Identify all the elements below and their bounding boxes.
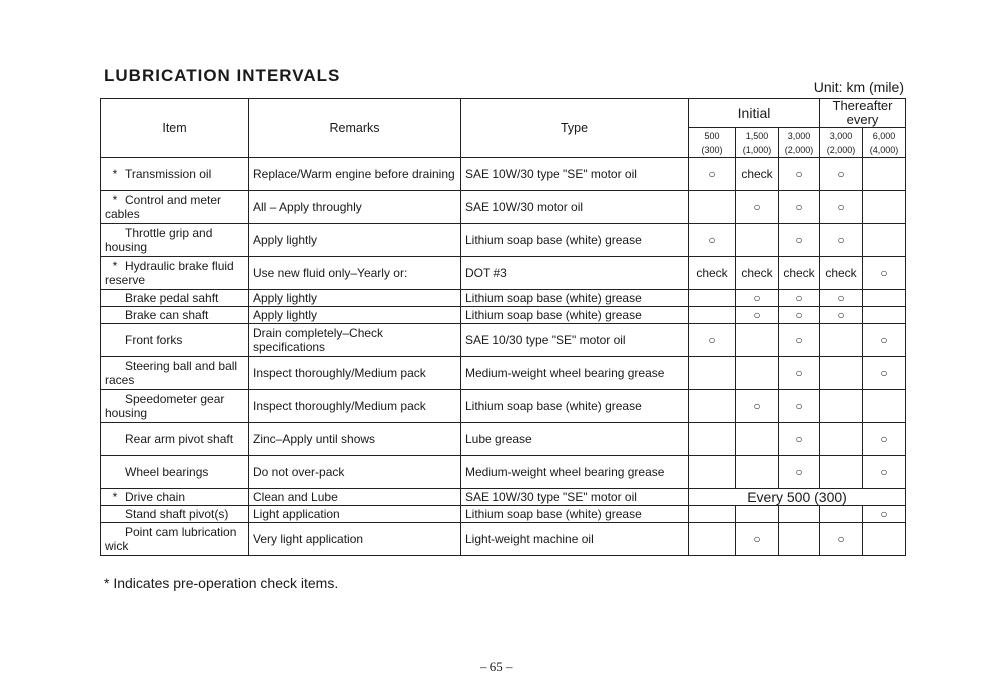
table-row (101, 290, 906, 307)
item-label: Wheel bearings (125, 465, 209, 479)
type-cell: SAE 10W/30 type "SE" motor oil (461, 489, 689, 506)
remarks-cell: Do not over-pack (249, 456, 461, 489)
interval-mark-cell: ○ (779, 224, 820, 257)
header-remarks: Remarks (249, 99, 461, 158)
header-interval: 3,000 (2,000) (779, 128, 820, 158)
item-cell (101, 324, 249, 357)
interval-mark-cell (736, 224, 779, 257)
remarks-cell: Apply lightly (249, 307, 461, 324)
interval-mark-cell (779, 523, 820, 556)
page-title: LUBRICATION INTERVALS (104, 66, 341, 85)
header-interval: 6,000 (4,000) (863, 128, 906, 158)
type-cell: Lithium soap base (white) grease (461, 390, 689, 423)
item-label: Hydraulic brake fluid reserve (105, 259, 234, 287)
interval-mark-cell (863, 307, 906, 324)
interval-mark-cell: ○ (779, 290, 820, 307)
interval-mark-cell: ○ (779, 158, 820, 191)
table-row (101, 489, 906, 506)
remarks-cell: Inspect thoroughly/Medium pack (249, 390, 461, 423)
remarks-cell: Apply lightly (249, 290, 461, 307)
type-cell: Lithium soap base (white) grease (461, 290, 689, 307)
remarks-cell: Clean and Lube (249, 489, 461, 506)
table-row (101, 390, 906, 423)
interval-mark-cell: ○ (736, 191, 779, 224)
interval-mark-cell: ○ (820, 158, 863, 191)
check-star-marker: * (112, 167, 118, 181)
table-row (101, 523, 906, 556)
type-cell: DOT #3 (461, 257, 689, 290)
item-cell (101, 224, 249, 257)
interval-mark-cell (689, 456, 736, 489)
type-cell: SAE 10/30 type "SE" motor oil (461, 324, 689, 357)
interval-mark-cell (863, 191, 906, 224)
interval-mark-cell (689, 307, 736, 324)
table-row (101, 357, 906, 390)
interval-mark-cell: ○ (863, 257, 906, 290)
table-body (101, 158, 906, 556)
item-label: Steering ball and ball races (105, 359, 238, 387)
remarks-cell: Very light application (249, 523, 461, 556)
item-label: Point cam lubrication wick (105, 525, 237, 553)
interval-mark-cell (736, 357, 779, 390)
item-label: Control and meter cables (105, 193, 222, 221)
header-interval: 3,000 (2,000) (820, 128, 863, 158)
interval-mark-cell (863, 158, 906, 191)
remarks-cell: Replace/Warm engine before draining (249, 158, 461, 191)
type-cell: Medium-weight wheel bearing grease (461, 357, 689, 390)
check-star-marker: * (112, 490, 118, 504)
table-row (101, 456, 906, 489)
interval-mark-cell (820, 324, 863, 357)
interval-mark-cell: ○ (863, 357, 906, 390)
item-label: Brake pedal sahft (125, 291, 219, 305)
interval-mark-cell: ○ (820, 224, 863, 257)
interval-mark-cell: ○ (736, 523, 779, 556)
item-cell (101, 357, 249, 390)
interval-mark-cell: check (779, 257, 820, 290)
interval-mark-cell: ○ (863, 324, 906, 357)
interval-mark-cell: ○ (820, 523, 863, 556)
interval-mark-cell (689, 191, 736, 224)
interval-mark-cell: ○ (863, 423, 906, 456)
interval-mark-cell: check (820, 257, 863, 290)
interval-mark-cell: ○ (863, 456, 906, 489)
item-cell (101, 290, 249, 307)
table-row (101, 506, 906, 523)
interval-mark-cell (689, 506, 736, 523)
table-row (101, 324, 906, 357)
interval-mark-cell: ○ (863, 506, 906, 523)
interval-mark-cell (736, 456, 779, 489)
item-cell (101, 523, 249, 556)
interval-mark-cell: check (736, 257, 779, 290)
item-label: Brake can shaft (125, 308, 209, 322)
table-row (101, 307, 906, 324)
item-cell (101, 506, 249, 523)
item-cell (101, 307, 249, 324)
item-cell (101, 191, 249, 224)
interval-mark-cell: ○ (779, 423, 820, 456)
header-item: Item (101, 99, 249, 158)
interval-mark-cell: check (736, 158, 779, 191)
item-cell (101, 489, 249, 506)
interval-mark-cell: ○ (736, 390, 779, 423)
remarks-cell: Apply lightly (249, 224, 461, 257)
item-cell (101, 423, 249, 456)
item-label: Drive chain (125, 490, 186, 504)
interval-mark-cell (820, 456, 863, 489)
item-label: Speedometer gear housing (105, 392, 225, 420)
type-cell: Light-weight machine oil (461, 523, 689, 556)
item-cell (101, 456, 249, 489)
interval-mark-cell: ○ (736, 290, 779, 307)
table-row (101, 158, 906, 191)
interval-mark-cell (779, 506, 820, 523)
item-label: Transmission oil (125, 167, 212, 181)
interval-mark-cell: ○ (820, 307, 863, 324)
item-label: Front forks (125, 333, 183, 347)
remarks-cell: Drain completely–Check specifications (249, 324, 461, 357)
interval-mark-cell: ○ (736, 307, 779, 324)
type-cell: SAE 10W/30 type "SE" motor oil (461, 158, 689, 191)
remarks-cell: Use new fluid only–Yearly or: (249, 257, 461, 290)
table-row (101, 224, 906, 257)
item-label: Stand shaft pivot(s) (125, 507, 229, 521)
unit-label: Unit: km (mile) (813, 79, 904, 95)
type-cell: Medium-weight wheel bearing grease (461, 456, 689, 489)
remarks-cell: Inspect thoroughly/Medium pack (249, 357, 461, 390)
header-type: Type (461, 99, 689, 158)
interval-mark-cell: check (689, 257, 736, 290)
type-cell: Lube grease (461, 423, 689, 456)
interval-mark-cell: ○ (689, 324, 736, 357)
item-label: Throttle grip and housing (105, 226, 213, 254)
interval-mark-cell (689, 290, 736, 307)
table-row (101, 257, 906, 290)
interval-mark-cell (689, 357, 736, 390)
interval-mark-cell (863, 390, 906, 423)
interval-mark-cell (736, 324, 779, 357)
lubrication-table (100, 98, 906, 556)
interval-mark-cell (689, 423, 736, 456)
interval-mark-cell: ○ (820, 290, 863, 307)
interval-mark-cell (863, 224, 906, 257)
every-interval-cell: Every 500 (300) (689, 489, 906, 506)
remarks-cell: Zinc–Apply until shows (249, 423, 461, 456)
header-initial: Initial (689, 99, 820, 128)
interval-mark-cell: ○ (779, 357, 820, 390)
interval-mark-cell (736, 423, 779, 456)
interval-mark-cell: ○ (689, 224, 736, 257)
interval-mark-cell: ○ (779, 191, 820, 224)
interval-mark-cell (820, 423, 863, 456)
type-cell: SAE 10W/30 motor oil (461, 191, 689, 224)
item-cell (101, 390, 249, 423)
footnote: * Indicates pre-operation check items. (104, 575, 339, 591)
item-label: Rear arm pivot shaft (125, 432, 234, 446)
interval-mark-cell (689, 523, 736, 556)
interval-mark-cell: ○ (779, 324, 820, 357)
table-row (101, 423, 906, 456)
interval-mark-cell (736, 506, 779, 523)
header-interval: 500 (300) (689, 128, 736, 158)
header-thereafter: Thereafter every (820, 99, 906, 128)
interval-mark-cell: ○ (779, 390, 820, 423)
type-cell: Lithium soap base (white) grease (461, 307, 689, 324)
table-row (101, 191, 906, 224)
interval-mark-cell: ○ (779, 456, 820, 489)
page-number: – 65 – (480, 659, 513, 674)
check-star-marker: * (112, 259, 118, 273)
interval-mark-cell: ○ (689, 158, 736, 191)
interval-mark-cell (689, 390, 736, 423)
interval-mark-cell (820, 390, 863, 423)
interval-mark-cell (863, 523, 906, 556)
type-cell: Lithium soap base (white) grease (461, 506, 689, 523)
interval-mark-cell: ○ (820, 191, 863, 224)
interval-mark-cell (820, 506, 863, 523)
remarks-cell: Light application (249, 506, 461, 523)
remarks-cell: All – Apply throughly (249, 191, 461, 224)
header-interval: 1,500 (1,000) (736, 128, 779, 158)
interval-mark-cell: ○ (779, 307, 820, 324)
type-cell: Lithium soap base (white) grease (461, 224, 689, 257)
interval-mark-cell (820, 357, 863, 390)
item-cell (101, 158, 249, 191)
check-star-marker: * (112, 193, 118, 207)
interval-mark-cell (863, 290, 906, 307)
item-cell (101, 257, 249, 290)
